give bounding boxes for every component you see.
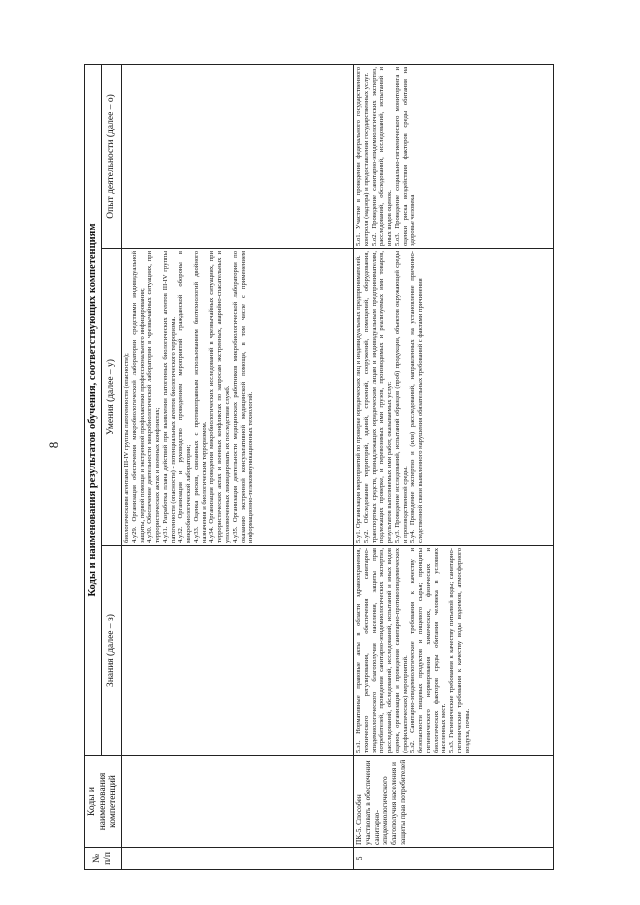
cell-text-line: 5.о1. Участие в проведении федерального государственного контроля (надзора) и предоставлении государственных услуг. (355, 66, 370, 246)
header-group: Коды и наименования результатов обучения, соответствующих компетенциям (85, 64, 102, 755)
cell-text-line: 5.о3. Проведение социально-гигиенического мониторинга и оценки риска воздействия факторов среды обитания на здоровье человека (393, 66, 417, 246)
row-codes (122, 756, 354, 848)
cell-text-line: 4.у35. Организация деятельности медицинских работников микробиологической лаборатории по оказанию экстренной консультативной медицинской помощи, в том числе с применением информационно-телекоммуникационных технологий. (231, 251, 255, 543)
competency-table (84, 64, 554, 870)
cell-text-line: 5.у1. Организация мероприятий по проверке юридических лиц и индивидуальных предпринимателей. (355, 255, 363, 543)
cell-text-line: 4.у33. Оценка рисков, связанных с противоправным использованием биотехнологий двойного назначения и биологическим терроризмом. (192, 251, 208, 543)
header-num: № п/п (85, 848, 122, 870)
cell-text-line: 5.о2. Проведение санитарно-эпидемиологических экспертиз, расследований, обследований, исследований, испытаний и иных видов оценок. (370, 66, 394, 246)
rotated-table-container (84, 65, 574, 870)
row-skills (122, 249, 354, 546)
row-knowledge (122, 546, 354, 756)
cell-text-line: 5.у4. Проведение экспертиз и (или) расследований, направленных на установление причинно-следственной связи выявленного нарушения обязательных требований с фактами причинения (409, 251, 425, 543)
row-experience (122, 64, 354, 248)
cell-text-line: 4.у30. Обеспечение деятельности микробиологической лаборатории в чрезвычайных ситуациях, при террористических актах и военных конфликтах; (146, 251, 162, 543)
row-codes: ПК-5. Способен участвовать в обеспечении санитарно-эпидемиологического благополучия населения и защиты прав потребителей (354, 756, 554, 848)
cell-text-line: 4.у32. Организация и руководство проведением мероприятий гражданской обороны в микробиологической лаборатории; (177, 251, 193, 543)
cell-text-line: 5.у2. Обследование территорий, зданий, строений, сооружений, помещений, оборудования, транспортных средств, принадлежащих юридическим лицам и индивидуальным предпринимателям, подлежащих проверке, и перевозимых ими грузов, производимых и реализуемых ими товаров, результатов выполняемых ими работ, оказываемых услуг. (362, 251, 394, 543)
cell-text-line: 4.у31. Разработка плана действий при выявлении патогенных биологических агентов III-IV группы патогенности (опасности) - потенциальных агентов биологического терроризма. (161, 251, 177, 543)
cell-text-line: 5.з2. Санитарно-эпидемиологические требования к качеству и безопасности пищевых продуктов и пищевого сырья; принципы гигиенического нормирования химических, физических и биологических факторов среды обитания человека в условиях населенных мест. (409, 548, 448, 753)
cell-text-line: 5.у3. Проведение исследований, испытаний образцов (проб) продукции, объектов окружающей среды и производственной среды. (393, 251, 409, 543)
row-experience (354, 64, 554, 248)
row-num: 5 (354, 848, 554, 870)
row-num (122, 848, 354, 870)
row-skills (354, 249, 554, 546)
header-knowledge: Знания (далее – з) (102, 546, 122, 756)
cell-text-line: биологическими агентами III-IV группы патогенности (опасности); (123, 353, 131, 543)
header-skills: Умения (далее – у) (102, 249, 122, 546)
table-row (354, 64, 554, 869)
cell-text-line: 4.у29. Организация обеспечения микробиологической лаборатории средствами индивидуальной защиты, первой помощи и экстренной профилактики профессионального инфицирования; (130, 251, 146, 543)
cell-text-line: 5.з3. Гигиенические требования к качеству питьевой воды; санитарно-гигиенические требования к качеству воды водоемов, атмосферного воздуха, почвы. (448, 548, 471, 753)
header-codes: Коды и наименования компетенций (85, 756, 122, 848)
cell-text-line: 5.з1. Нормативные правовые акты в области здравоохранения, технического регулирования, обеспечения санитарно-эпидемиологического благополучия населения, защиты прав потребителей, проведения санитарно-эпидемиологических экспертиз, расследований, обследований, исследований, испытаний и иных видов оценок, организации и проведения санитарно-противоэпидемических (профилактических) мероприятий. (355, 548, 409, 753)
row-knowledge (354, 546, 554, 756)
page-number: 8 (46, 441, 61, 449)
cell-text-line: 4.у34. Организация проведения микробиологических исследований в чрезвычайных ситуациях, при террористических актах и военных конфликтах по запросам экстренных, аварийно-спасательных и уполномоченных ликвидировать их последствия служб. (208, 251, 232, 543)
table-row (122, 64, 354, 869)
header-experience: Опыт деятельности (далее – о) (102, 64, 122, 248)
